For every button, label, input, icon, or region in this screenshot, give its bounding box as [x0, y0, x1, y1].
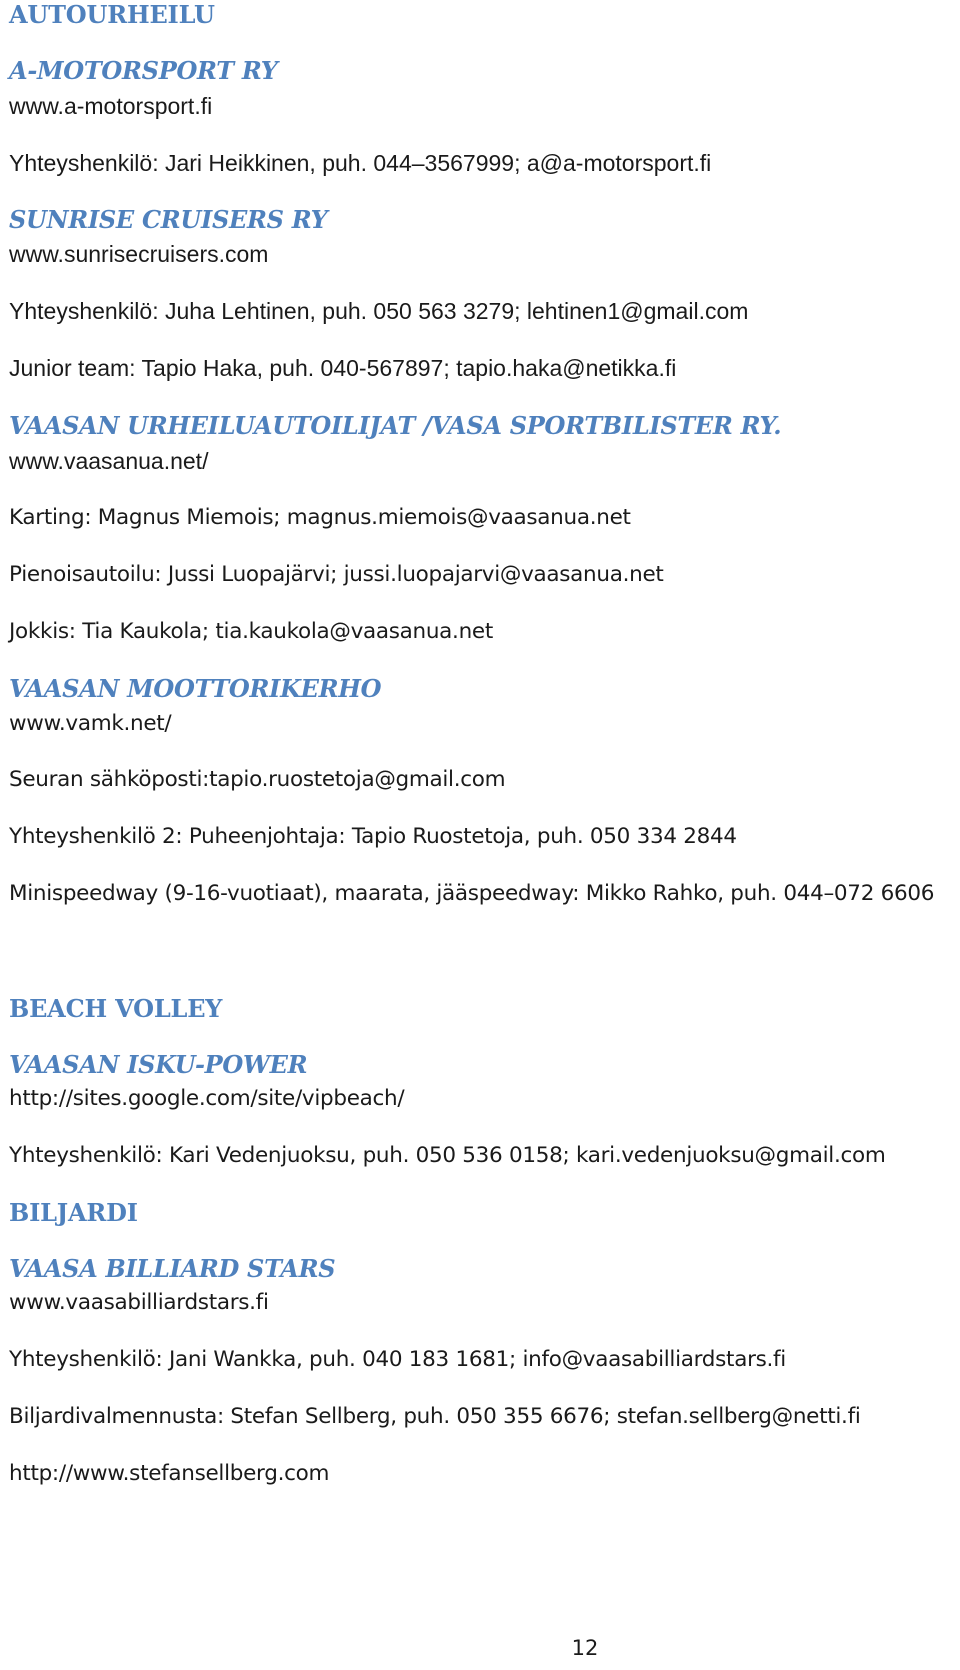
club-minispeedway-contact: Minispeedway (9-16-vuotiaat), maarata, jääspeedway: Mikko Rahko, puh. 044–072 6606	[9, 881, 935, 906]
club-contact2-vaasan-moottorikerho: Yhteyshenkilö 2: Puheenjohtaja: Tapio Ruostetoja, puh. 050 334 2844	[9, 824, 737, 849]
section-heading-beach-volley: BEACH VOLLEY	[9, 994, 223, 1023]
club-pienoisautoilu-contact: Pienoisautoilu: Jussi Luopajärvi; jussi.luopajarvi@vaasanua.net	[9, 562, 664, 587]
club-coaching-url[interactable]: http://www.stefansellberg.com	[9, 1461, 330, 1486]
club-url-vaasan-isku-power[interactable]: http://sites.google.com/site/vipbeach/	[9, 1086, 405, 1111]
club-contact-vaasa-billiard-stars: Yhteyshenkilö: Jani Wankka, puh. 040 183 1681; info@vaasabilliardstars.fi	[9, 1347, 786, 1372]
club-name-vaasan-moottorikerho: VAASAN MOOTTORIKERHO	[9, 674, 382, 703]
club-url-vaasan-moottorikerho[interactable]: www.vamk.net/	[9, 711, 172, 736]
section-heading-biljardi: BILJARDI	[9, 1198, 138, 1227]
club-name-a-motorsport: A-MOTORSPORT RY	[9, 56, 278, 85]
club-email-vaasan-moottorikerho: Seuran sähköposti:tapio.ruostetoja@gmail.com	[9, 767, 506, 792]
club-coaching-contact: Biljardivalmennusta: Stefan Sellberg, puh. 050 355 6676; stefan.sellberg@netti.fi	[9, 1404, 861, 1429]
club-url-vaasan-urheiluautoilijat[interactable]: www.vaasanua.net/	[9, 448, 209, 474]
club-contact-a-motorsport: Yhteyshenkilö: Jari Heikkinen, puh. 044–3567999; a@a-motorsport.fi	[9, 150, 712, 176]
club-url-vaasa-billiard-stars[interactable]: www.vaasabilliardstars.fi	[9, 1290, 269, 1315]
club-name-sunrise-cruisers: SUNRISE CRUISERS RY	[9, 205, 328, 234]
club-junior-team-sunrise-cruisers: Junior team: Tapio Haka, puh. 040-567897; tapio.haka@netikka.fi	[9, 355, 677, 381]
page-number: 12	[571, 1636, 599, 1660]
club-url-a-motorsport[interactable]: www.a-motorsport.fi	[9, 93, 213, 119]
club-name-vaasan-isku-power: VAASAN ISKU-POWER	[9, 1050, 308, 1079]
club-karting-contact: Karting: Magnus Miemois; magnus.miemois@vaasanua.net	[9, 505, 631, 530]
club-contact-vaasan-isku-power: Yhteyshenkilö: Kari Vedenjuoksu, puh. 050 536 0158; kari.vedenjuoksu@gmail.com	[9, 1143, 886, 1168]
section-heading-autourheilu: AUTOURHEILU	[9, 0, 215, 29]
club-contact-sunrise-cruisers: Yhteyshenkilö: Juha Lehtinen, puh. 050 563 3279; lehtinen1@gmail.com	[9, 298, 749, 324]
club-name-vaasa-billiard-stars: VAASA BILLIARD STARS	[9, 1254, 336, 1283]
club-url-sunrise-cruisers[interactable]: www.sunrisecruisers.com	[9, 241, 269, 267]
club-name-vaasan-urheiluautoilijat: VAASAN URHEILUAUTOILIJAT /VASA SPORTBILISTER RY.	[9, 411, 782, 440]
club-jokkis-contact: Jokkis: Tia Kaukola; tia.kaukola@vaasanua.net	[9, 619, 493, 644]
